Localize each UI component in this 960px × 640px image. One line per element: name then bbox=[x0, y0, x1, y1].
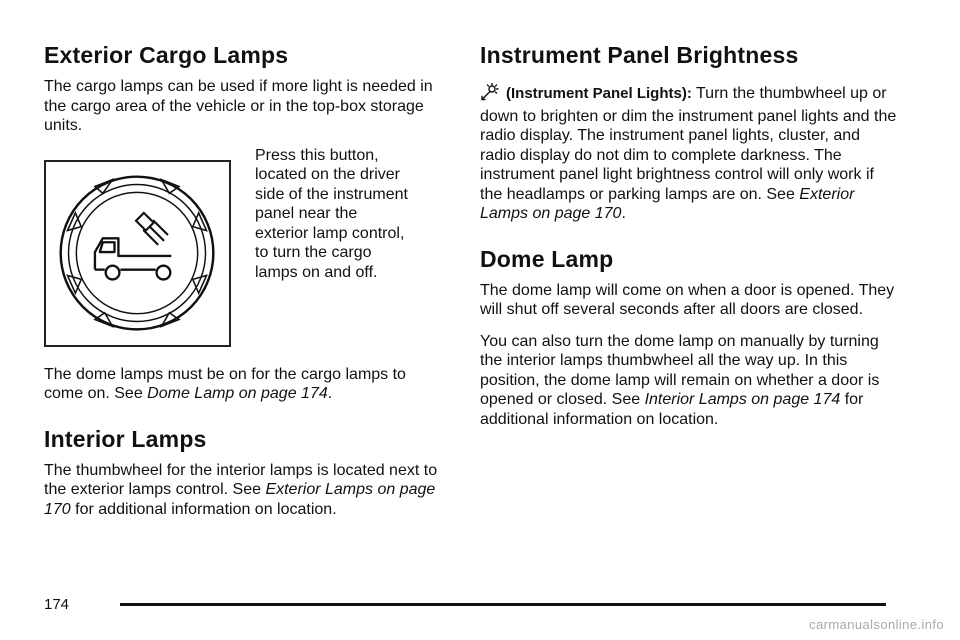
cargo-button-instructions: Press this button, located on the driver side of the instrument panel near the exterior lamp control, to turn the cargo lamps on and off. bbox=[255, 146, 408, 281]
link-exterior-lamps-ref-1[interactable]: Exterior Lamps on page 170 bbox=[44, 481, 436, 518]
heading-interior-lamps: Interior Lamps bbox=[44, 425, 207, 452]
cargo-lamp-button-figure bbox=[44, 160, 231, 347]
link-dome-lamp-ref[interactable]: Dome Lamp on page 174 bbox=[147, 385, 328, 402]
page-number: 174 bbox=[44, 596, 70, 613]
cargo-figure-row bbox=[44, 146, 444, 347]
instrument-panel-lights-lead: (Instrument Panel Lights): bbox=[506, 85, 692, 102]
watermark: carmanualsonline.info bbox=[809, 617, 944, 632]
footer-rule bbox=[120, 603, 886, 606]
dome-paragraph-2 bbox=[480, 332, 900, 430]
cargo-dome-text: The dome lamps must be on for the cargo lamps to come on. See bbox=[44, 365, 406, 402]
cargo-lamp-button-icon bbox=[46, 162, 229, 345]
heading-exterior-cargo-lamps: Exterior Cargo Lamps bbox=[44, 42, 289, 68]
cargo-intro-paragraph: The cargo lamps can be used if more light is needed in the cargo area of the vehicle or in the top-box storage units. bbox=[44, 78, 433, 134]
dome-text-a: You can also turn the dome lamp on manually by turning the interior lamps thumbwheel all the way up. In this position, the dome lamp will remain on whether a door is opened or closed. See bbox=[480, 332, 880, 408]
brightness-text-a: Turn the thumbwheel up or down to brighten or dim the instrument panel lights and the radio display. The instrument panel lights, cluster, and radio display do not dim to complete darkness. The instrument panel light brightness control will only work if the headlamps or parking lamps are on. See bbox=[480, 85, 897, 203]
interior-lamps-paragraph bbox=[44, 461, 444, 520]
heading-dome-lamp: Dome Lamp bbox=[480, 245, 614, 272]
link-exterior-lamps-ref-2[interactable]: Exterior Lamps on page 170 bbox=[480, 185, 855, 222]
dome-paragraph-1: The dome lamp will come on when a door is opened. They will shut off several seconds after all doors are closed. bbox=[480, 281, 895, 318]
link-interior-lamps-ref[interactable]: Interior Lamps on page 174 bbox=[644, 391, 841, 408]
right-column bbox=[480, 42, 900, 429]
brightness-paragraph bbox=[480, 83, 900, 224]
instrument-panel-lights-icon bbox=[480, 83, 500, 107]
left-column bbox=[44, 42, 444, 519]
heading-instrument-panel-brightness: Instrument Panel Brightness bbox=[480, 42, 799, 68]
cargo-dome-requirement bbox=[44, 365, 444, 404]
dome-text-b: for additional information on location. bbox=[480, 391, 864, 428]
interior-text-a: The thumbwheel for the interior lamps is located next to the exterior lamps control. See bbox=[44, 461, 438, 498]
brightness-text-b: . bbox=[621, 205, 626, 222]
interior-text-b: for additional information on location. bbox=[70, 500, 337, 518]
cargo-dome-period: . bbox=[327, 385, 333, 402]
